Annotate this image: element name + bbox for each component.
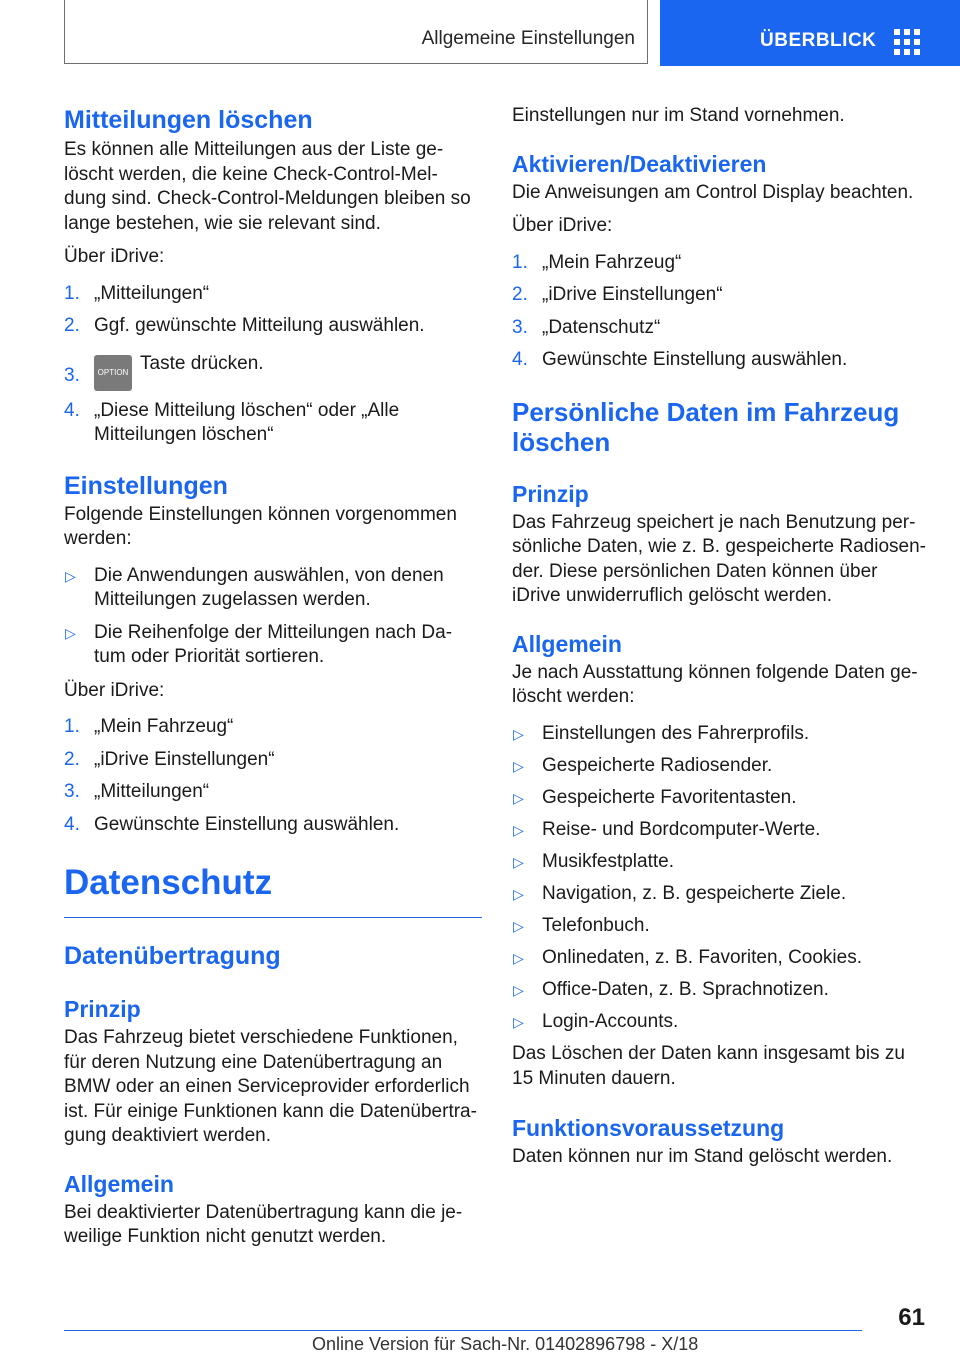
heading-allgemein: Allgemein	[64, 1170, 174, 1197]
option-key-icon: OPTION	[94, 355, 132, 391]
step-text: Taste drücken.	[140, 352, 264, 374]
list-item	[64, 314, 482, 339]
triangle-bullet-icon: ▷	[513, 917, 524, 934]
bullet-list	[512, 722, 930, 1035]
paragraph: Folgende Einstellungen können vorgenommen werden:	[64, 503, 457, 549]
list-item	[64, 715, 482, 740]
page-header	[0, 0, 960, 66]
bullet-text: Die Anwendungen auswählen, von denen Mitteilungen zugelassen werden.	[94, 564, 444, 610]
step-number: 1.	[64, 282, 80, 304]
overview-button[interactable]	[660, 0, 960, 66]
list-item	[64, 780, 482, 805]
triangle-bullet-icon: ▷	[513, 789, 524, 806]
step-number: 4.	[512, 349, 528, 370]
triangle-bullet-icon: ▷	[513, 885, 524, 902]
bullet-text: Musikfestplatte.	[542, 850, 674, 872]
heading-datenuebertragung: Datenübertragung	[64, 942, 281, 970]
steps-list	[64, 282, 482, 448]
step-number: 3.	[64, 364, 80, 386]
list-item	[512, 316, 930, 341]
paragraph: Das Fahrzeug bietet verschiedene Funktionen, für deren Nutzung eine Datenübertragung an BMW oder an einen Serviceprovider erforderlich ist. Für einige Funktionen kann die Datenübertra‐ gung deaktiviert werden.	[64, 1027, 477, 1146]
bullet-text: Einstellungen des Fahrerprofils.	[542, 722, 810, 744]
bullet-text: Navigation, z. B. gespeicherte Ziele.	[542, 882, 847, 904]
heading-funktionsvoraussetzung: Funktionsvoraussetzung	[512, 1115, 785, 1141]
list-item	[512, 914, 930, 939]
section-tab	[64, 0, 648, 64]
step-number: 2.	[64, 748, 80, 770]
list-item	[512, 818, 930, 843]
list-item	[512, 882, 930, 907]
step-text: „Mein Fahrzeug“	[542, 251, 682, 273]
step-text: „Datenschutz“	[542, 316, 661, 338]
paragraph: Über iDrive:	[512, 215, 613, 236]
list-item	[512, 978, 930, 1003]
page-number: 61	[898, 1304, 925, 1331]
heading-underline	[64, 917, 482, 918]
steps-list	[64, 715, 482, 837]
list-item	[512, 251, 930, 276]
paragraph: Das Löschen der Daten kann insgesamt bis zu 15 Minuten dauern.	[512, 1043, 905, 1089]
footer-online-version: Online Version für Sach-Nr. 01402896798 - X/18	[312, 1334, 699, 1354]
step-number: 1.	[64, 716, 80, 737]
step-text: „Mein Fahrzeug“	[94, 716, 234, 737]
grid-icon	[894, 29, 920, 55]
list-item	[512, 1010, 930, 1035]
list-item	[512, 754, 930, 779]
step-text: „iDrive Einstellungen“	[542, 284, 723, 305]
bullet-text: Telefonbuch.	[542, 914, 650, 936]
bullet-text: Gespeicherte Favoritentasten.	[542, 786, 797, 808]
bullet-text: Login-Accounts.	[542, 1010, 679, 1032]
step-text: „Mitteilungen“	[94, 781, 210, 802]
step-number: 2.	[64, 315, 80, 336]
heading-mitteilungen-loeschen: Mitteilungen löschen	[64, 106, 313, 134]
list-item	[64, 282, 482, 307]
list-item	[64, 564, 482, 613]
triangle-bullet-icon: ▷	[513, 981, 524, 998]
paragraph: Einstellungen nur im Stand vornehmen.	[512, 105, 845, 126]
paragraph: Die Anweisungen am Control Display beachten.	[512, 181, 914, 203]
bullet-text: Die Reihenfolge der Mitteilungen nach Da‐ tum oder Priorität sortieren.	[94, 621, 453, 667]
step-text: Gewünschte Einstellung auswählen.	[542, 349, 848, 370]
paragraph: Über iDrive:	[64, 679, 165, 701]
paragraph: Je nach Ausstattung können folgende Daten ge‐ löscht werden:	[512, 661, 918, 707]
list-item	[512, 722, 930, 747]
paragraph: Das Fahrzeug speichert je nach Benutzung per‐ sönliche Daten, wie z. B. gespeicherte Radiosen‐ der. Diese persönlichen Daten können über iDrive unwiderruflich gelöscht werden.	[512, 511, 927, 606]
triangle-bullet-icon: ▷	[513, 853, 524, 870]
step-number: 3.	[512, 316, 528, 338]
step-number: 1.	[512, 251, 528, 273]
step-number: 4.	[64, 399, 80, 421]
step-text: Ggf. gewünschte Mitteilung auswählen.	[94, 315, 425, 336]
triangle-bullet-icon: ▷	[513, 1013, 524, 1030]
list-item	[64, 352, 482, 391]
heading-persoenliche-daten: Persönliche Daten im Fahrzeug löschen	[512, 396, 900, 457]
paragraph: Bei deaktivierter Datenübertragung kann die je‐ weilige Funktion nicht genutzt werden.	[64, 1201, 463, 1247]
list-item	[512, 946, 930, 971]
step-text: „Diese Mitteilung löschen“ oder „Alle Mitteilungen löschen“	[94, 399, 400, 445]
step-text: „iDrive Einstellungen“	[94, 748, 275, 770]
step-text: Gewünschte Einstellung auswählen.	[94, 813, 400, 835]
left-column	[64, 100, 482, 1250]
list-item	[512, 283, 930, 308]
step-number: 2.	[512, 284, 528, 305]
triangle-bullet-icon: ▷	[65, 567, 76, 584]
heading-einstellungen: Einstellungen	[64, 471, 228, 500]
list-item	[512, 348, 930, 373]
heading-allgemein: Allgemein	[512, 630, 622, 657]
bullet-text: Gespeicherte Radiosender.	[542, 754, 773, 776]
list-item	[64, 748, 482, 773]
heading-prinzip: Prinzip	[512, 480, 589, 507]
steps-list	[512, 251, 930, 373]
bullet-list	[64, 564, 482, 670]
bullet-text: Office-Daten, z. B. Sprachnotizen.	[542, 978, 829, 1000]
triangle-bullet-icon: ▷	[513, 725, 524, 742]
heading-aktivieren-deaktivieren: Aktivieren/Deaktivieren	[512, 150, 767, 177]
step-number: 3.	[64, 781, 80, 802]
heading-prinzip: Prinzip	[64, 996, 141, 1022]
list-item	[64, 621, 482, 670]
paragraph: Über iDrive:	[64, 246, 165, 267]
paragraph: Daten können nur im Stand gelöscht werden.	[512, 1146, 893, 1167]
list-item	[64, 813, 482, 838]
triangle-bullet-icon: ▷	[65, 624, 76, 641]
list-item	[64, 399, 482, 448]
triangle-bullet-icon: ▷	[513, 757, 524, 774]
step-text: „Mitteilungen“	[94, 282, 210, 304]
section-title: Allgemeine Einstellungen	[421, 28, 635, 49]
bullet-text: Onlinedaten, z. B. Favoriten, Cookies.	[542, 946, 862, 968]
triangle-bullet-icon: ▷	[513, 949, 524, 966]
right-column	[512, 100, 930, 1170]
heading-datenschutz: Datenschutz	[64, 863, 273, 902]
overview-label: ÜBERBLICK	[760, 30, 877, 51]
bullet-text: Reise- und Bordcomputer-Werte.	[542, 818, 821, 840]
list-item	[512, 850, 930, 875]
footer-rule	[64, 1330, 862, 1331]
list-item	[512, 786, 930, 811]
paragraph: Es können alle Mitteilungen aus der Liste ge‐ löscht werden, die keine Check-Control-Mel‐ dung sind. Check-Control-Meldungen bleiben so lange bestehen, wie sie relevant sind.	[64, 139, 471, 234]
triangle-bullet-icon: ▷	[513, 821, 524, 838]
step-number: 4.	[64, 813, 80, 835]
